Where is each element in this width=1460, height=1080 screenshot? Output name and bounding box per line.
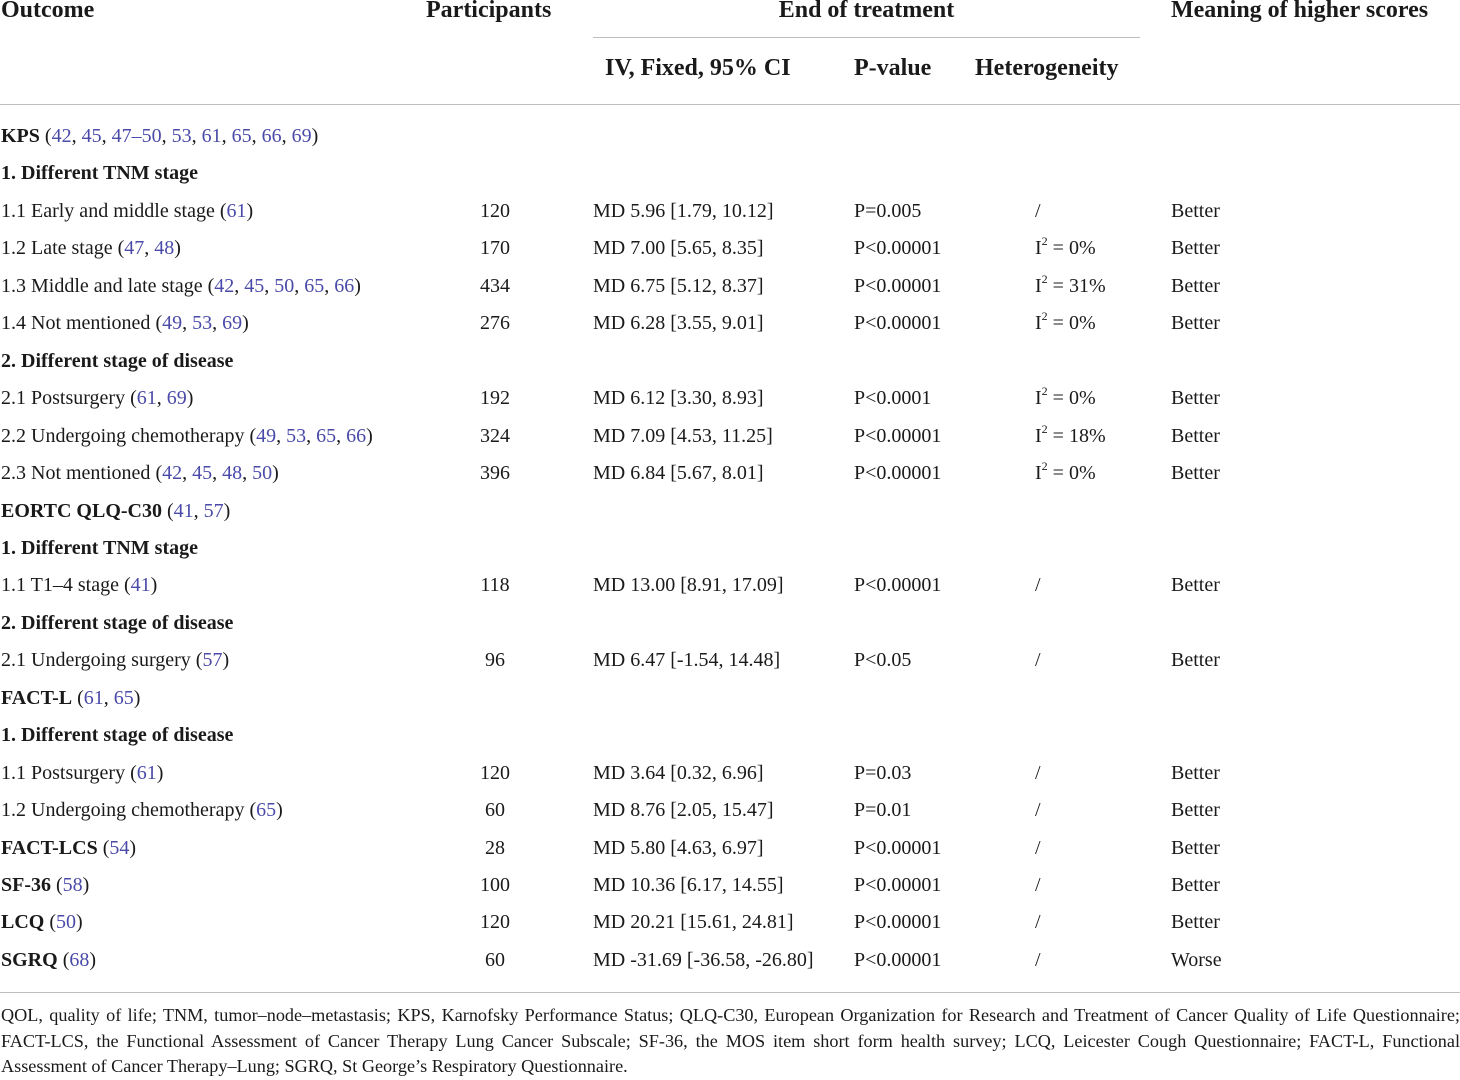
ci-cell: MD 8.76 [2.05, 15.47]: [593, 799, 774, 822]
header-participants: Participants: [426, 0, 552, 23]
reference-link[interactable]: 68: [69, 948, 90, 971]
reference-link[interactable]: 53: [192, 312, 213, 335]
outcome-label: 2.1 Postsurgery: [1, 387, 126, 410]
reference-link[interactable]: 50: [274, 274, 295, 297]
ci-cell: MD 6.84 [5.67, 8.01]: [593, 462, 764, 485]
reference-link[interactable]: 61: [136, 387, 157, 410]
p-value-cell: P<0.05: [854, 649, 912, 672]
outcome-cell: EORTC QLQ-C30 (41, 57): [1, 499, 231, 522]
meaning-cell: Better: [1171, 199, 1220, 222]
heterogeneity-cell: /: [1035, 761, 1041, 784]
participants-cell: 120: [480, 911, 510, 934]
reference-link[interactable]: 41: [130, 574, 151, 597]
reference-link[interactable]: 61: [136, 761, 157, 784]
table-row: [0, 161, 1460, 198]
ci-cell: MD 7.09 [4.53, 11.25]: [593, 424, 773, 447]
reference-link[interactable]: 48: [222, 462, 243, 485]
outcome-label: 1.2 Undergoing chemotherapy: [1, 799, 245, 822]
p-value-cell: P=0.03: [854, 761, 912, 784]
outcome-label: SGRQ: [1, 948, 58, 971]
outcome-cell: 1.1 Early and middle stage (61): [1, 199, 254, 222]
ci-cell: MD -31.69 [-36.58, -26.80]: [593, 948, 814, 971]
table-row: [0, 124, 1460, 161]
table-row: [0, 798, 1460, 835]
outcome-cell: [1, 611, 233, 635]
outcome-label: 1.4 Not mentioned: [1, 312, 151, 335]
participants-cell: 96: [485, 649, 505, 672]
reference-link[interactable]: 61: [201, 125, 222, 147]
outcome-cell: FACT-LCS (54): [1, 836, 137, 859]
outcome-cell: KPS (42, 45, 47–50, 53, 61, 65, 66, 69): [1, 125, 319, 147]
meaning-cell: Better: [1171, 761, 1220, 784]
header-meaning: Meaning of higher scores: [1171, 0, 1429, 23]
heterogeneity-cell: /: [1035, 799, 1041, 822]
header-p-value: P-value: [854, 55, 932, 81]
table-row: [0, 311, 1460, 348]
outcome-label: 2. Different stage of disease: [1, 349, 234, 372]
reference-link[interactable]: 65: [113, 686, 134, 709]
ci-cell: MD 20.21 [15.61, 24.81]: [593, 911, 794, 934]
reference-link[interactable]: 58: [62, 874, 83, 896]
participants-cell: 120: [480, 199, 510, 222]
reference-link[interactable]: 45: [81, 125, 102, 147]
header-bottom-rule: [0, 104, 1460, 105]
table-row: [0, 461, 1460, 498]
participants-cell: 276: [480, 312, 510, 335]
p-value-cell: P<0.00001: [854, 874, 942, 896]
reference-link[interactable]: 48: [154, 237, 175, 260]
participants-cell: 396: [480, 462, 510, 485]
table-row: [0, 573, 1460, 610]
reference-link[interactable]: 65: [304, 274, 325, 297]
meaning-cell: Better: [1171, 424, 1220, 447]
reference-link[interactable]: 47–50: [111, 125, 162, 147]
outcome-cell: 2.1 Undergoing surgery (57): [1, 649, 230, 672]
reference-link[interactable]: 66: [346, 424, 367, 447]
p-value-cell: P=0.005: [854, 199, 922, 222]
outcome-label: 1.1 Postsurgery: [1, 761, 126, 784]
reference-link[interactable]: 53: [286, 424, 307, 447]
heterogeneity-cell: /: [1035, 199, 1041, 222]
table-row: [0, 761, 1460, 798]
outcome-label: 2.2 Undergoing chemotherapy: [1, 424, 245, 447]
reference-link[interactable]: 42: [51, 125, 72, 147]
outcome-cell: SF-36 (58): [1, 874, 90, 896]
participants-cell: 118: [480, 574, 510, 597]
reference-link[interactable]: 66: [261, 125, 282, 147]
outcome-cell: [1, 723, 233, 747]
participants-cell: 120: [480, 761, 510, 784]
table-row: [0, 836, 1460, 873]
heterogeneity-cell: /: [1035, 948, 1041, 971]
reference-link[interactable]: 47: [124, 237, 145, 260]
outcome-label: 1.1 T1–4 stage: [1, 574, 119, 597]
ci-cell: MD 6.12 [3.30, 8.93]: [593, 387, 764, 410]
outcome-label: 1. Different TNM stage: [1, 162, 198, 185]
ci-cell: MD 6.28 [3.55, 9.01]: [593, 312, 764, 335]
table-row: [0, 421, 1460, 461]
meaning-cell: Better: [1171, 911, 1220, 934]
reference-link[interactable]: 54: [109, 836, 130, 859]
outcome-cell: FACT-L (61, 65): [1, 686, 141, 709]
p-value-cell: P<0.00001: [854, 237, 942, 260]
p-value-cell: P<0.0001: [854, 387, 932, 410]
outcome-cell: 1.1 Postsurgery (61): [1, 761, 164, 784]
reference-link[interactable]: 50: [56, 911, 77, 934]
participants-cell: 192: [480, 387, 510, 410]
heterogeneity-cell: /: [1035, 574, 1041, 597]
reference-link[interactable]: 61: [226, 199, 247, 222]
ci-cell: MD 13.00 [8.91, 17.09]: [593, 574, 784, 597]
outcome-cell: 2.2 Undergoing chemotherapy (49, 53, 65, 66): [1, 424, 373, 447]
outcome-label: EORTC QLQ-C30: [1, 499, 162, 522]
participants-cell: 60: [485, 948, 505, 971]
meaning-cell: Better: [1171, 237, 1220, 260]
participants-cell: 100: [480, 874, 510, 896]
reference-link[interactable]: 45: [244, 274, 265, 297]
heterogeneity-cell: /: [1035, 874, 1041, 896]
p-value-cell: P<0.00001: [854, 836, 942, 859]
reference-link[interactable]: 45: [192, 462, 213, 485]
outcome-label: LCQ: [1, 911, 45, 934]
outcome-label: 1.3 Middle and late stage: [1, 274, 203, 297]
meaning-cell: Better: [1171, 874, 1220, 896]
ci-cell: MD 6.47 [-1.54, 14.48]: [593, 649, 781, 672]
reference-link[interactable]: 69: [222, 312, 243, 335]
table-row: [0, 686, 1460, 723]
heterogeneity-cell: /: [1035, 649, 1041, 672]
reference-link[interactable]: 42: [162, 462, 183, 485]
table-row: [0, 199, 1460, 236]
outcome-cell: 1.2 Late stage (47, 48): [1, 237, 181, 260]
heterogeneity-cell: /: [1035, 911, 1041, 934]
outcome-cell: SGRQ (68): [1, 948, 97, 971]
meaning-cell: Better: [1171, 574, 1220, 597]
table-row: [0, 723, 1460, 760]
outcome-label: 1.2 Late stage: [1, 237, 113, 260]
p-value-cell: P<0.00001: [854, 948, 942, 971]
outcome-cell: 1.2 Undergoing chemotherapy (65): [1, 799, 283, 822]
reference-link[interactable]: 41: [173, 499, 194, 522]
outcome-cell: 2.1 Postsurgery (61, 69): [1, 387, 194, 410]
table-row: [0, 910, 1460, 947]
table-row: [0, 536, 1460, 573]
ci-cell: MD 6.75 [5.12, 8.37]: [593, 274, 764, 297]
table-footnote: QOL, quality of life; TNM, tumor–node–metastasis; KPS, Karnofsky Performance Status; QLQ-C30, European Organization for Research and Treatment of Cancer Quality of Life Questionnaire; FACT-LCS, the Functional Assessment of Cancer Therapy Lung Cancer Subscale; SF-36, the MOS item short form health survey; LCQ, Leicester Cough Questionnaire; FACT-L, Functional Assessment of Cancer Therapy–Lung; SGRQ, St George’s Respiratory Questionnaire.: [1, 1005, 1460, 1076]
reference-link[interactable]: 49: [256, 424, 277, 447]
ci-cell: MD 10.36 [6.17, 14.55]: [593, 874, 784, 896]
heterogeneity-cell: $I^2 = 31\%$: [1035, 271, 1106, 297]
outcome-cell: 2.3 Not mentioned (42, 45, 48, 50): [1, 462, 279, 485]
header-outcome: Outcome: [1, 0, 95, 23]
reference-link[interactable]: 65: [316, 424, 337, 447]
outcome-label: SF-36: [1, 874, 51, 896]
header-iv-fixed: IV, Fixed, 95% CI: [605, 55, 791, 81]
heterogeneity-cell: $I^2 = 0\%$: [1035, 234, 1096, 260]
reference-link[interactable]: 57: [203, 499, 224, 522]
table-row: [0, 611, 1460, 648]
meaning-cell: Better: [1171, 312, 1220, 335]
participants-cell: 28: [485, 836, 505, 859]
p-value-cell: P=0.01: [854, 799, 912, 822]
outcome-cell: 1.4 Not mentioned (49, 53, 69): [1, 312, 249, 335]
outcome-label: FACT-L: [1, 686, 73, 709]
table-row: [0, 648, 1460, 685]
p-value-cell: P<0.00001: [854, 312, 942, 335]
outcome-label: 2.3 Not mentioned: [1, 462, 151, 485]
meaning-cell: Better: [1171, 799, 1220, 822]
table-row: [0, 386, 1460, 423]
header-end-of-treatment: End of treatment: [778, 0, 955, 23]
outcome-label: 2.1 Undergoing surgery: [1, 649, 191, 672]
reference-link[interactable]: 65: [231, 125, 252, 147]
ci-cell: MD 7.00 [5.65, 8.35]: [593, 237, 764, 260]
reference-link[interactable]: 69: [166, 387, 187, 410]
meaning-cell: Better: [1171, 462, 1220, 485]
meaning-cell: Better: [1171, 649, 1220, 672]
outcome-label: 1. Different TNM stage: [1, 536, 198, 559]
reference-link[interactable]: 50: [252, 462, 273, 485]
reference-link[interactable]: 42: [214, 274, 235, 297]
reference-link[interactable]: 66: [334, 274, 355, 297]
p-value-cell: P<0.00001: [854, 574, 942, 597]
reference-link[interactable]: 69: [291, 125, 312, 147]
meaning-cell: Worse: [1171, 948, 1222, 971]
table-row: [0, 271, 1460, 311]
reference-link[interactable]: 49: [162, 312, 183, 335]
heterogeneity-cell: $I^2 = 0\%$: [1035, 309, 1096, 335]
table-row: [0, 948, 1460, 985]
p-value-cell: P<0.00001: [854, 424, 942, 447]
outcome-cell: 1.3 Middle and late stage (42, 45, 50, 65, 66): [1, 274, 361, 297]
participants-cell: 324: [480, 424, 510, 447]
p-value-cell: P<0.00001: [854, 911, 942, 934]
heterogeneity-cell: /: [1035, 836, 1041, 859]
heterogeneity-cell: $I^2 = 0\%$: [1035, 384, 1096, 410]
outcome-cell: 1.1 T1–4 stage (41): [1, 574, 158, 597]
outcome-cell: [1, 349, 233, 373]
outcome-label: KPS: [1, 125, 40, 147]
participants-cell: 434: [480, 274, 510, 297]
reference-link[interactable]: 57: [202, 649, 223, 672]
ci-cell: MD 5.80 [4.63, 6.97]: [593, 836, 764, 859]
outcome-label: 1. Different stage of disease: [1, 724, 234, 747]
p-value-cell: P<0.00001: [854, 274, 942, 297]
table-row: [0, 349, 1460, 386]
reference-link[interactable]: 53: [171, 125, 192, 147]
ci-cell: MD 3.64 [0.32, 6.96]: [593, 761, 764, 784]
table-row: [0, 873, 1460, 910]
header-subrule: [593, 37, 1140, 38]
reference-link[interactable]: 65: [256, 799, 277, 822]
outcome-label: 2. Different stage of disease: [1, 611, 234, 634]
p-value-cell: P<0.00001: [854, 462, 942, 485]
meaning-cell: Better: [1171, 274, 1220, 297]
meaning-cell: Better: [1171, 387, 1220, 410]
outcome-label: FACT-LCS: [1, 836, 98, 859]
participants-cell: 170: [480, 237, 510, 260]
participants-cell: 60: [485, 799, 505, 822]
heterogeneity-cell: $I^2 = 18\%$: [1035, 421, 1106, 447]
outcome-label: 1.1 Early and middle stage: [1, 199, 215, 222]
outcome-cell: LCQ (50): [1, 911, 83, 934]
header-heterogeneity: Heterogeneity: [975, 55, 1119, 81]
meaning-cell: Better: [1171, 836, 1220, 859]
outcome-cell: [1, 161, 198, 185]
table-bottom-rule: [0, 992, 1460, 993]
outcome-cell: [1, 536, 198, 560]
ci-cell: MD 5.96 [1.79, 10.12]: [593, 199, 774, 222]
heterogeneity-cell: $I^2 = 0\%$: [1035, 459, 1096, 485]
table-row: [0, 236, 1460, 273]
table-row: [0, 499, 1460, 536]
reference-link[interactable]: 61: [83, 686, 104, 709]
